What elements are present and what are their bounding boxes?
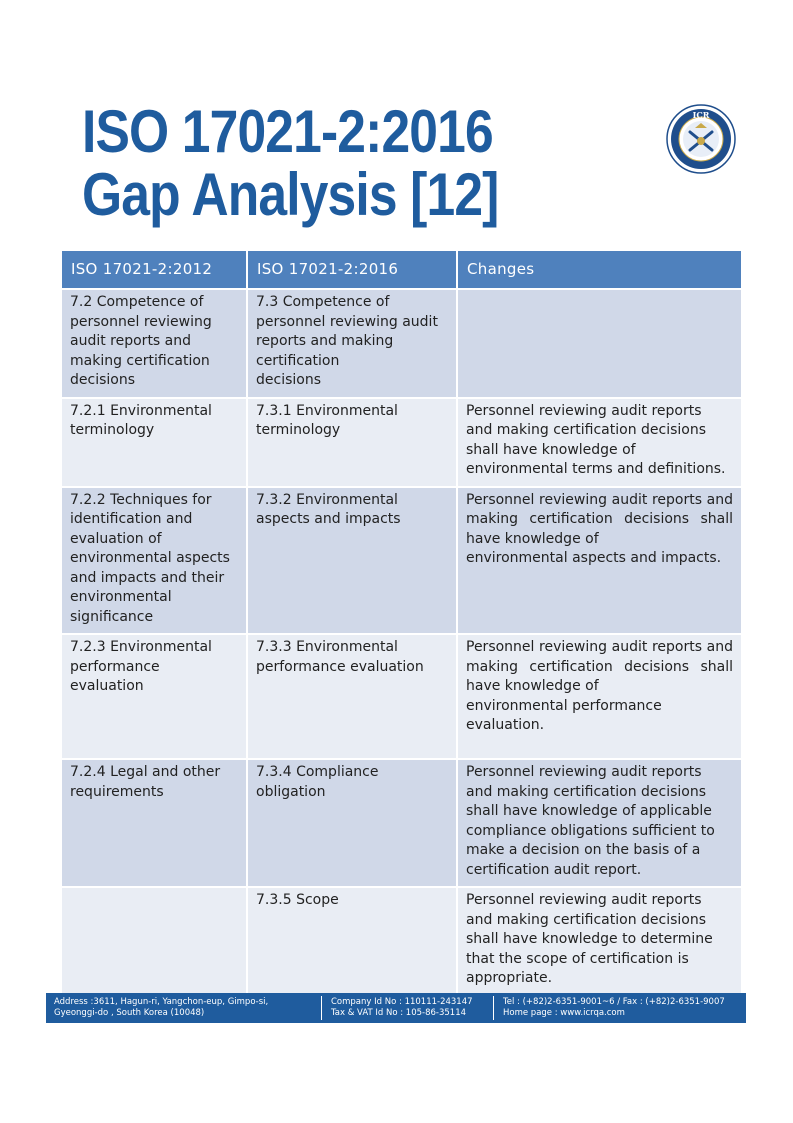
cell-changes: [457, 887, 741, 996]
cell-text-line: environmental performance: [466, 697, 662, 714]
cell-text-line: appropriate.: [466, 970, 553, 986]
cell-text-line: performance evaluation: [256, 658, 424, 675]
cell-text-line: obligation: [256, 783, 326, 800]
cell-text-line: 7.3.3 Environmental: [256, 639, 398, 655]
footer-company-id: Company Id No : 110111-243147: [331, 997, 473, 1007]
cell-text-line: environmental aspects and impacts.: [466, 550, 722, 566]
cell-text-line: 7.3 Competence of: [256, 294, 390, 310]
cell-text-line: aspects and impacts: [256, 511, 401, 527]
cell-text-line: Personnel reviewing audit reports and making certification decisions shall have knowledge of: [466, 639, 733, 694]
table-row: [62, 759, 741, 887]
cell-text-line: 7.2.2 Techniques for: [70, 491, 212, 508]
cell-text-line: 7.2 Competence of: [70, 294, 204, 310]
icr-seal-icon: [666, 104, 736, 174]
cell-text-line: compliance obligations sufficient to: [466, 822, 715, 839]
cell-text-line: personnel reviewing: [70, 313, 212, 330]
cell-text-line: 7.3.2 Environmental: [256, 491, 398, 508]
cell-text-line: evaluation.: [466, 717, 545, 733]
cell-text-line: certification audit report.: [466, 861, 642, 878]
title-line-1: ISO 17021-2:2016: [82, 98, 493, 165]
cell-text-line: 7.2.1 Environmental: [70, 402, 212, 419]
cell-text-line: evaluation: [70, 678, 144, 694]
cell-text-line: environmental aspects: [70, 550, 230, 566]
cell-text-line: 7.3.4 Compliance: [256, 764, 379, 780]
cell-changes: [457, 634, 741, 759]
title-line-2: Gap Analysis [12]: [82, 161, 499, 228]
cell-iso-2016: [247, 887, 457, 996]
cell-text-line: and making certification decisions: [466, 911, 707, 928]
cell-changes: [457, 759, 741, 887]
cell-text-line: terminology: [256, 422, 341, 438]
column-header-2016: ISO 17021-2:2016: [247, 251, 457, 289]
cell-text-line: reports and making: [256, 333, 394, 349]
table-row: [62, 887, 741, 996]
table-row: [62, 634, 741, 759]
cell-text-line: audit reports and: [70, 333, 192, 349]
footer-address: [54, 997, 268, 1019]
cell-text-line: requirements: [70, 783, 164, 800]
cell-text-line: and making certification decisions: [466, 422, 707, 438]
table-header-row: [62, 251, 741, 289]
cell-text-line: make a decision on the basis of a: [466, 842, 701, 858]
cell-iso-2016: [247, 487, 457, 635]
footer-divider: [321, 996, 322, 1020]
cell-text-line: Personnel reviewing audit reports: [466, 764, 702, 780]
cell-text-line: decisions: [256, 372, 322, 388]
cell-text-line: shall have knowledge to determine: [466, 931, 713, 947]
cell-text-line: personnel reviewing audit: [256, 313, 438, 330]
cell-changes: [457, 487, 741, 635]
footer-contact: [503, 997, 725, 1019]
cell-text-line: evaluation of: [70, 530, 162, 547]
footer-address-line-2: Gyeonggi-do , South Korea (10048): [54, 1008, 205, 1018]
page-footer: [46, 993, 746, 1023]
footer-divider: [493, 996, 494, 1020]
cell-text-line: certification: [256, 352, 340, 369]
cell-text-line: significance: [70, 608, 154, 625]
cell-text-line: 7.2.3 Environmental: [70, 639, 212, 655]
cell-iso-2016: [247, 759, 457, 887]
cell-iso-2012: [62, 634, 247, 759]
table-row: [62, 398, 741, 487]
cell-text-line: performance: [70, 658, 160, 675]
page-title: [82, 100, 499, 226]
cell-changes: [457, 289, 741, 398]
cell-text-line: shall have knowledge of applicable: [466, 803, 712, 819]
cell-text-line: 7.2.4 Legal and other: [70, 764, 221, 780]
column-header-2012: ISO 17021-2:2012: [62, 251, 247, 289]
cell-iso-2012: [62, 398, 247, 487]
cell-text-line: Personnel reviewing audit reports: [466, 892, 702, 908]
cell-text-line: environmental terms and definitions.: [466, 461, 726, 477]
cell-iso-2016: [247, 289, 457, 398]
footer-homepage: Home page : www.icrqa.com: [503, 1008, 625, 1018]
cell-text-line: environmental: [70, 589, 172, 605]
cell-text-line: and making certification decisions: [466, 783, 707, 800]
footer-tax-id: Tax & VAT Id No : 105-86-35114: [331, 1008, 467, 1018]
cell-text-line: Personnel reviewing audit reports: [466, 402, 702, 419]
cell-text-line: shall have knowledge of: [466, 441, 636, 458]
cell-iso-2016: [247, 634, 457, 759]
cell-iso-2012: [62, 759, 247, 887]
cell-text-line: 7.3.5 Scope: [256, 892, 339, 908]
gap-analysis-table: [62, 251, 741, 997]
cell-text-line: that the scope of certification is: [466, 950, 689, 967]
cell-iso-2012: [62, 487, 247, 635]
cell-text-line: 7.3.1 Environmental: [256, 402, 398, 419]
table-row: [62, 487, 741, 635]
cell-iso-2012: [62, 887, 247, 996]
footer-address-line-1: Address :3611, Hagun-ri, Yangchon-eup, Gimpo-si,: [54, 997, 269, 1007]
cell-text-line: identification and: [70, 511, 193, 527]
cell-text-line: decisions: [70, 372, 136, 388]
cell-changes: [457, 398, 741, 487]
cell-text-line: terminology: [70, 422, 155, 438]
footer-company-ids: [331, 997, 473, 1019]
logo-text: ICR: [692, 110, 710, 120]
cell-iso-2012: [62, 289, 247, 398]
cell-text-line: and impacts and their: [70, 569, 225, 586]
cell-text-line: making certification: [70, 352, 210, 369]
column-header-changes: Changes: [457, 251, 741, 289]
cell-iso-2016: [247, 398, 457, 487]
footer-tel-fax: Tel : (+82)2-6351-9001~6 / Fax : (+82)2-6351-9007: [503, 997, 725, 1007]
table-row: [62, 289, 741, 398]
cell-text-line: Personnel reviewing audit reports and making certification decisions shall have knowledge of: [466, 491, 733, 547]
